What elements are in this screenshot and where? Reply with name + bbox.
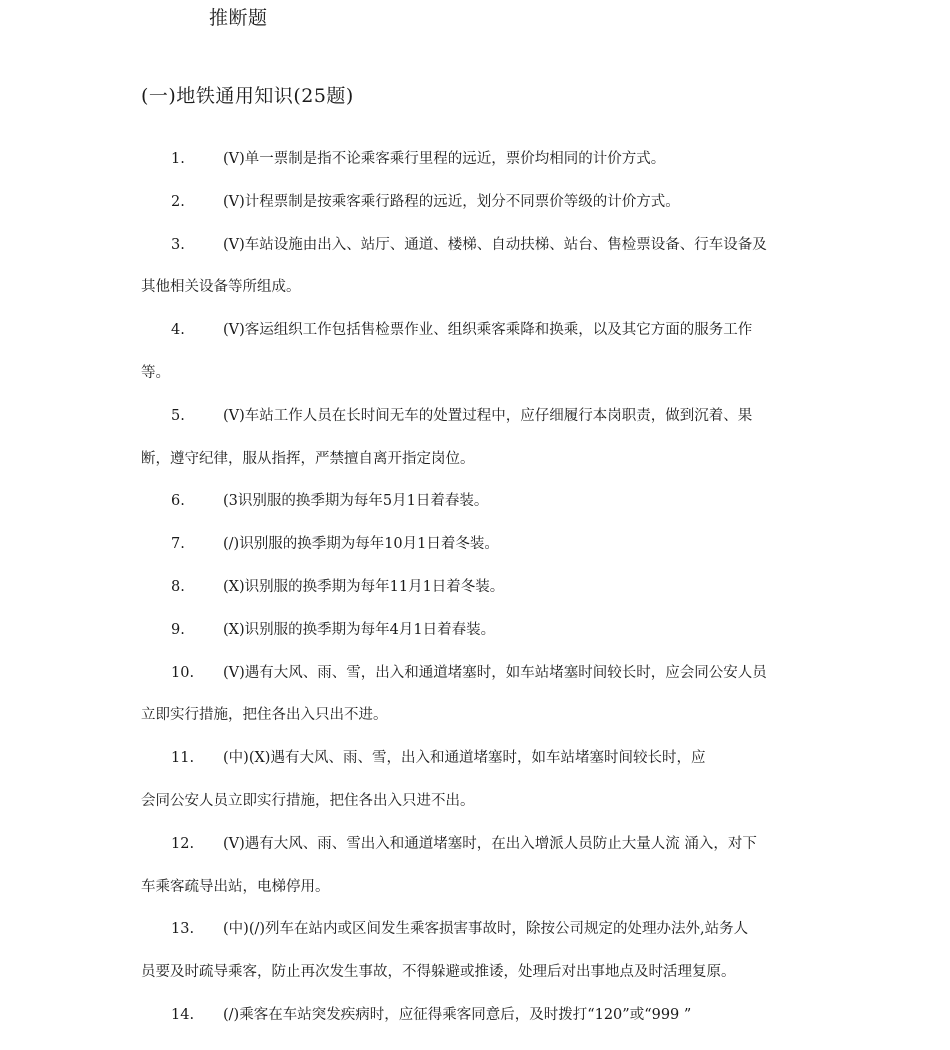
question-text: (V)计程票制是按乘客乘行路程的远近，划分不同票价等级的计价方式。 — [223, 193, 680, 210]
question-continuation: 会同公安人员立即实行措施，把住各出入只进不出。 — [141, 792, 475, 809]
question-first-line — [141, 224, 869, 267]
question-item — [141, 224, 869, 310]
question-item — [141, 652, 869, 738]
question-first-line — [141, 908, 869, 951]
question-first-line — [141, 523, 869, 566]
question-first-line — [141, 395, 869, 438]
question-continuation: 其他相关设备等所组成。 — [141, 279, 301, 296]
question-text: (/)识别服的换季期为每年10月1日着冬装。 — [223, 536, 499, 553]
question-first-line — [141, 566, 869, 609]
question-text: (3识别服的换季期为每年5月1日着春装。 — [223, 493, 489, 510]
question-first-line — [141, 309, 869, 352]
question-number: 8. — [171, 578, 185, 595]
question-first-line — [141, 737, 869, 780]
question-first-line — [141, 181, 869, 224]
question-item — [141, 737, 869, 823]
question-text: (X)识别服的换季期为每年4月1日着春装。 — [223, 621, 496, 638]
section-title: (一)地铁通用知识(25题) — [141, 85, 354, 107]
question-number: 6. — [171, 493, 185, 510]
question-item — [141, 480, 869, 523]
question-text: (/)乘客在车站突发疾病时，应征得乘客同意后，及时拨打“120”或“999 ” — [223, 1006, 692, 1023]
question-number: 10. — [171, 664, 195, 681]
question-text: (V)遇有大风、雨、雪出入和通道堵塞时，在出入增派人员防止大量人流 涌入，对下 — [223, 835, 757, 852]
question-first-line — [141, 652, 869, 695]
question-continuation: 员要及时疏导乘客，防止再次发生事故，不得躲避或推诿，处理后对出事地点及时活理复原。 — [141, 964, 736, 981]
question-first-line — [141, 480, 869, 523]
question-number: 5. — [171, 407, 185, 424]
question-continuation: 立即实行措施，把住各出入只出不进。 — [141, 707, 388, 724]
document-heading: 推断题 — [209, 7, 268, 29]
question-number: 11. — [171, 750, 195, 767]
question-text: (V)车站工作人员在长时间无车的处置过程中，应仔细履行本岗职责，做到沉着、果 — [223, 407, 753, 424]
question-item — [141, 181, 869, 224]
question-item — [141, 908, 869, 994]
question-number: 4. — [171, 322, 185, 339]
question-item — [141, 609, 869, 652]
question-number: 2. — [171, 193, 185, 210]
question-item — [141, 138, 869, 181]
question-text: (V)遇有大风、雨、雪，出入和通道堵塞时，如车站堵塞时间较长时，应会同公安人员 — [223, 664, 767, 681]
question-number: 1. — [171, 151, 185, 167]
question-text: (V)单一票制是指不论乘客乘行里程的远近，票价均相同的计价方式。 — [223, 151, 666, 167]
question-number: 7. — [171, 536, 185, 553]
question-continuation: 等。 — [141, 364, 170, 381]
question-item — [141, 823, 869, 909]
question-first-line — [141, 138, 869, 181]
question-text: (V)客运组织工作包括售检票作业、组织乘客乘降和换乘，以及其它方面的服务工作 — [223, 322, 753, 339]
question-text: (中)(/)列车在站内或区间发生乘客损害事故时，除按公司规定的处理办法外,站务人 — [223, 921, 749, 938]
question-item — [141, 523, 869, 566]
question-item — [141, 994, 869, 1037]
question-continuation: 断，遵守纪律，服从指挥，严禁擅自离开指定岗位。 — [141, 450, 475, 467]
question-item — [141, 309, 869, 395]
question-item — [141, 395, 869, 481]
question-list — [141, 138, 869, 1037]
question-first-line — [141, 609, 869, 652]
question-number: 13. — [171, 921, 195, 938]
question-number: 9. — [171, 621, 185, 638]
question-number: 12. — [171, 835, 195, 852]
question-text: (V)车站设施由出入、站厅、通道、楼梯、自动扶梯、站台、售检票设备、行车设备及 — [223, 236, 767, 253]
question-first-line — [141, 994, 869, 1037]
question-continuation: 车乘客疏导出站，电梯停用。 — [141, 878, 330, 895]
question-number: 3. — [171, 236, 185, 253]
question-text: (X)识别服的换季期为每年11月1日着冬装。 — [223, 578, 505, 595]
question-text: (中)(X)遇有大风、雨、雪，出入和通道堵塞时，如车站堵塞时间较长时，应 — [223, 750, 706, 767]
question-item — [141, 566, 869, 609]
question-first-line — [141, 823, 869, 866]
question-number: 14. — [171, 1006, 195, 1023]
